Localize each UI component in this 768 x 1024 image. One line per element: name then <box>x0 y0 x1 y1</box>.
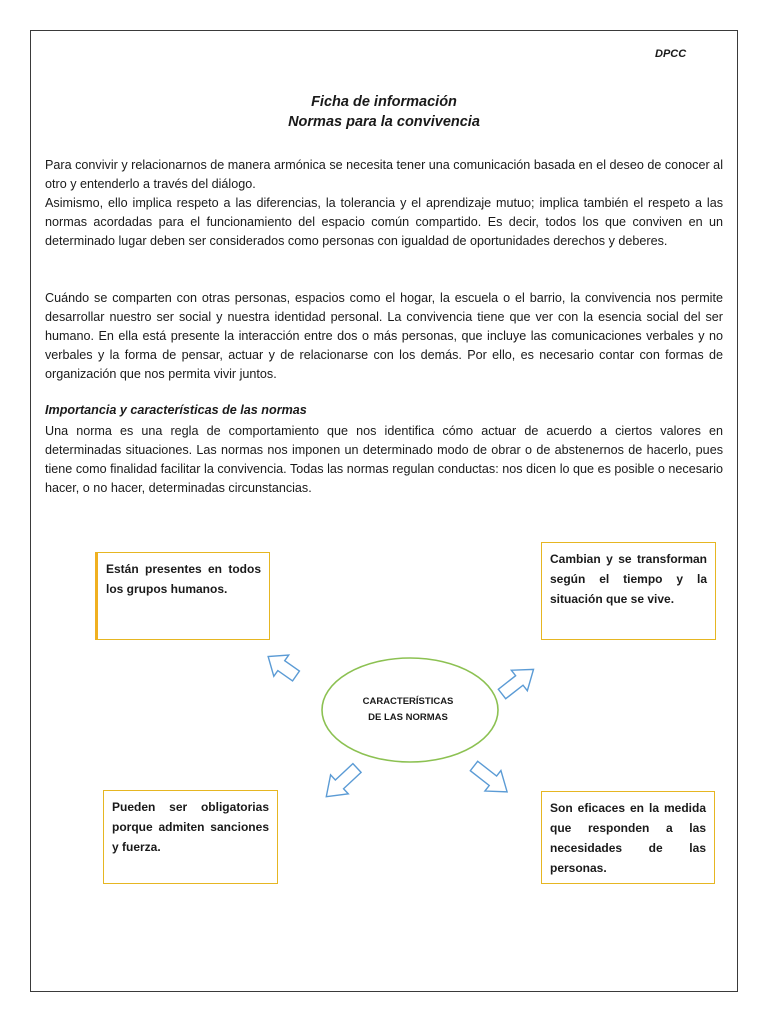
center-label <box>338 694 478 726</box>
paragraph-2: Asimismo, ello implica respeto a las diferencias, la tolerancia y el aprendizaje mutuo; implica también el respeto a las normas acordadas para el funcionamiento del espacio común compartido. Es decir, todos los que conviven en un determinado lugar deben ser considerados como personas con igualdad de oportunidades derechos y deberes. <box>45 196 723 248</box>
section-heading: Importancia y características de las normas <box>45 403 307 417</box>
document-title <box>30 92 738 132</box>
box-bottom-left: Pueden ser obligatorias porque admiten sanciones y fuerza. <box>103 790 278 884</box>
title-line-2: Normas para la convivencia <box>288 114 480 130</box>
title-line-1: Ficha de información <box>311 94 457 110</box>
center-label-line-2: DE LAS NORMAS <box>368 712 448 723</box>
box-bottom-right: Son eficaces en la medida que responden a las necesidades de las personas. <box>541 791 715 884</box>
section-body: Una norma es una regla de comportamiento que nos identifica cómo actuar de acuerdo a ciertos valores en determinadas situaciones. Las normas nos imponen un determinado modo de obrar o de abstenernos de hacerlo, pues tiene como finalidad facilitar la convivencia. Todas las normas regulan conductas: nos dicen lo que es posible o necesario hacer, o no hacer, determinadas circunstancias. <box>45 424 723 495</box>
center-label-line-1: CARACTERÍSTICAS <box>362 696 454 707</box>
box-top-right: Cambian y se transforman según el tiempo y la situación que se vive. <box>541 542 716 640</box>
paragraph-3: Cuándo se comparten con otras personas, espacios como el hogar, la escuela o el barrio, la convivencia nos permite desarrollar nuestro ser social y nuestra identidad personal. La convivencia tiene que ver con la esencia social del ser humano. En ella está presente la interacción entre dos o más personas, que incluye las comunicaciones verbales y no verbales y la forma de pensar, actuar y de relacionarse con los demás. Por ello, es necesario contar con formas de organización que nos permita vivir juntos. <box>45 291 723 381</box>
header-tag: DPCC <box>655 48 687 60</box>
paragraph-1: Para convivir y relacionarnos de manera armónica se necesita tener una comunicación basada en el deseo de conocer al otro y entenderlo a través del diálogo. <box>45 158 723 191</box>
box-top-left: Están presentes en todos los grupos humanos. <box>95 552 270 640</box>
